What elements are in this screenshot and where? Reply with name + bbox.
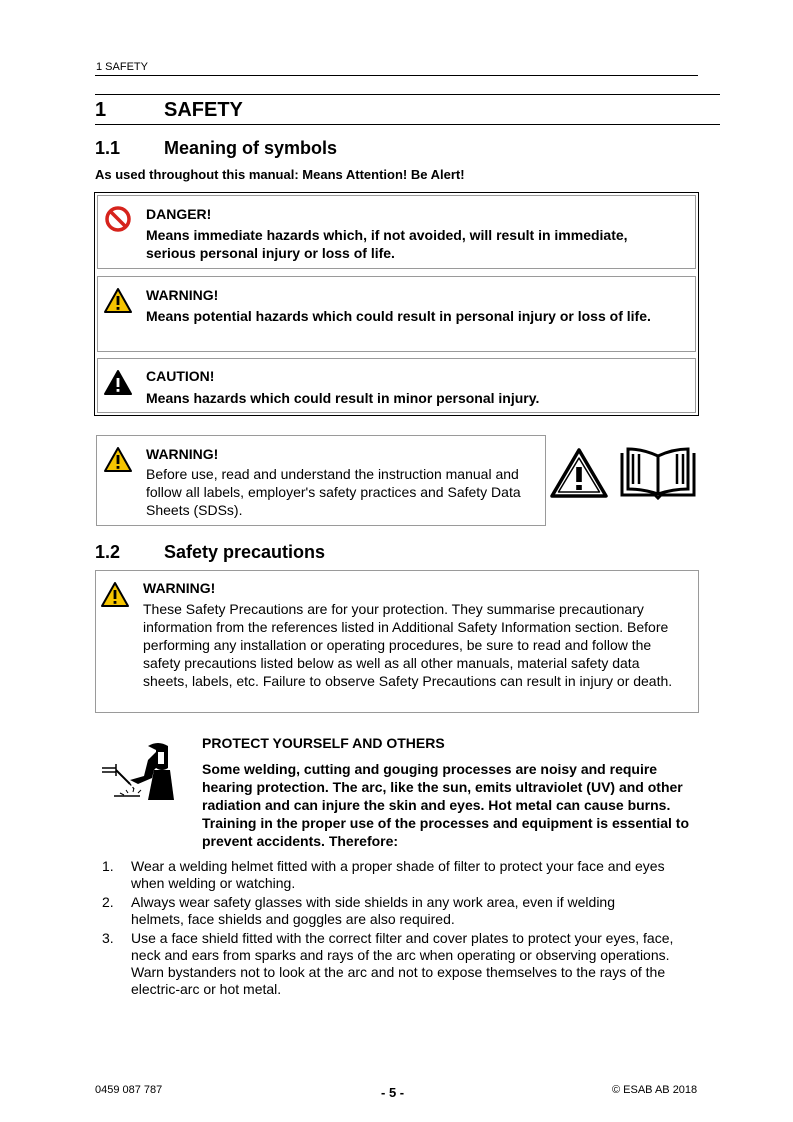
list-item: Wear a welding helmet fitted with a proper shade of filter to protect your face and eyes when welding or watching. (131, 858, 665, 891)
danger-notice (97, 195, 696, 269)
footer-doc-number: 0459 087 787 (95, 1084, 163, 1096)
caution-text: Means hazards which could result in minor personal injury. (146, 390, 540, 406)
footer-page-number: - 5 - (381, 1085, 405, 1100)
intro-text: As used throughout this manual: Means Attention! Be Alert! (95, 167, 465, 182)
warning-title: WARNING! (146, 287, 219, 303)
warning-text: Means potential hazards which could result in personal injury or loss of life. (146, 308, 651, 324)
list-number: 3. (102, 930, 114, 946)
chapter-top-rule (95, 94, 720, 95)
precaution-warning-title: WARNING! (143, 580, 216, 596)
protect-text: Some welding, cutting and gouging processes are noisy and require hearing protection. The arc, like the sun, emits ultraviolet (UV) and other radiation and can injure the skin and eyes. Hot metal can cause burns. Training in the proper use of the processes and equipment is essential to prevent accidents. Therefore: (202, 761, 689, 849)
precaution-warning-box (95, 570, 699, 713)
danger-title: DANGER! (146, 206, 212, 222)
protect-heading: PROTECT YOURSELF AND OTHERS (202, 735, 445, 751)
chapter-title: SAFETY (164, 99, 243, 121)
running-header: 1 SAFETY (96, 61, 148, 73)
read-manual-book-icon (619, 447, 697, 500)
caution-notice (97, 358, 696, 413)
precaution-warning-text: These Safety Precautions are for your protection. They summarise precautionary information from the references listed in Additional Safety Information section. Before performing any installation or operating procedures, be sure to read and follow the safety precautions listed below as well as all other manuals, material safety data sheets, labels, etc. Failure to observe Safety Precautions can result in injury or death. (143, 601, 673, 689)
warning-notice (97, 276, 696, 352)
attention-triangle-icon (549, 447, 609, 499)
manual-warning-box (96, 435, 546, 526)
manual-warning-text: Before use, read and understand the instruction manual and follow all labels, employer's safety practices and Safety Data Sheets (SDSs). (146, 466, 521, 518)
footer-copyright: © ESAB AB 2018 (612, 1084, 698, 1096)
warning-triangle-icon (100, 581, 130, 608)
section-1-1-title: Meaning of symbols (164, 138, 338, 158)
list-item: Always wear safety glasses with side shields in any work area, even if welding helmets, face shields and goggles are also required. (131, 894, 616, 927)
danger-text: Means immediate hazards which, if not avoided, will result in immediate, serious personal injury or loss of life. (146, 227, 628, 261)
section-1-2-number: 1.2 (95, 542, 121, 562)
welder-icon (100, 740, 176, 802)
warning-triangle-icon (103, 287, 133, 314)
warning-triangle-icon (103, 446, 133, 473)
section-1-2-title: Safety precautions (164, 542, 326, 562)
list-number: 1. (102, 858, 114, 874)
chapter-number: 1 (95, 99, 107, 121)
list-item: Use a face shield fitted with the correct filter and cover plates to protect your eyes, face, neck and ears from sparks and rays of the arc when operating or observing operations. Warn bystanders not to look at the arc and not to expose themselves to the rays of the electric-arc or hot metal. (131, 930, 674, 997)
list-number: 2. (102, 894, 114, 910)
caution-triangle-icon (103, 369, 133, 396)
caution-title: CAUTION! (146, 368, 215, 384)
prohibition-icon (104, 205, 132, 233)
manual-warning-title: WARNING! (146, 446, 219, 462)
chapter-bottom-rule (95, 124, 720, 125)
header-rule (95, 75, 698, 76)
section-1-1-number: 1.1 (95, 138, 121, 158)
